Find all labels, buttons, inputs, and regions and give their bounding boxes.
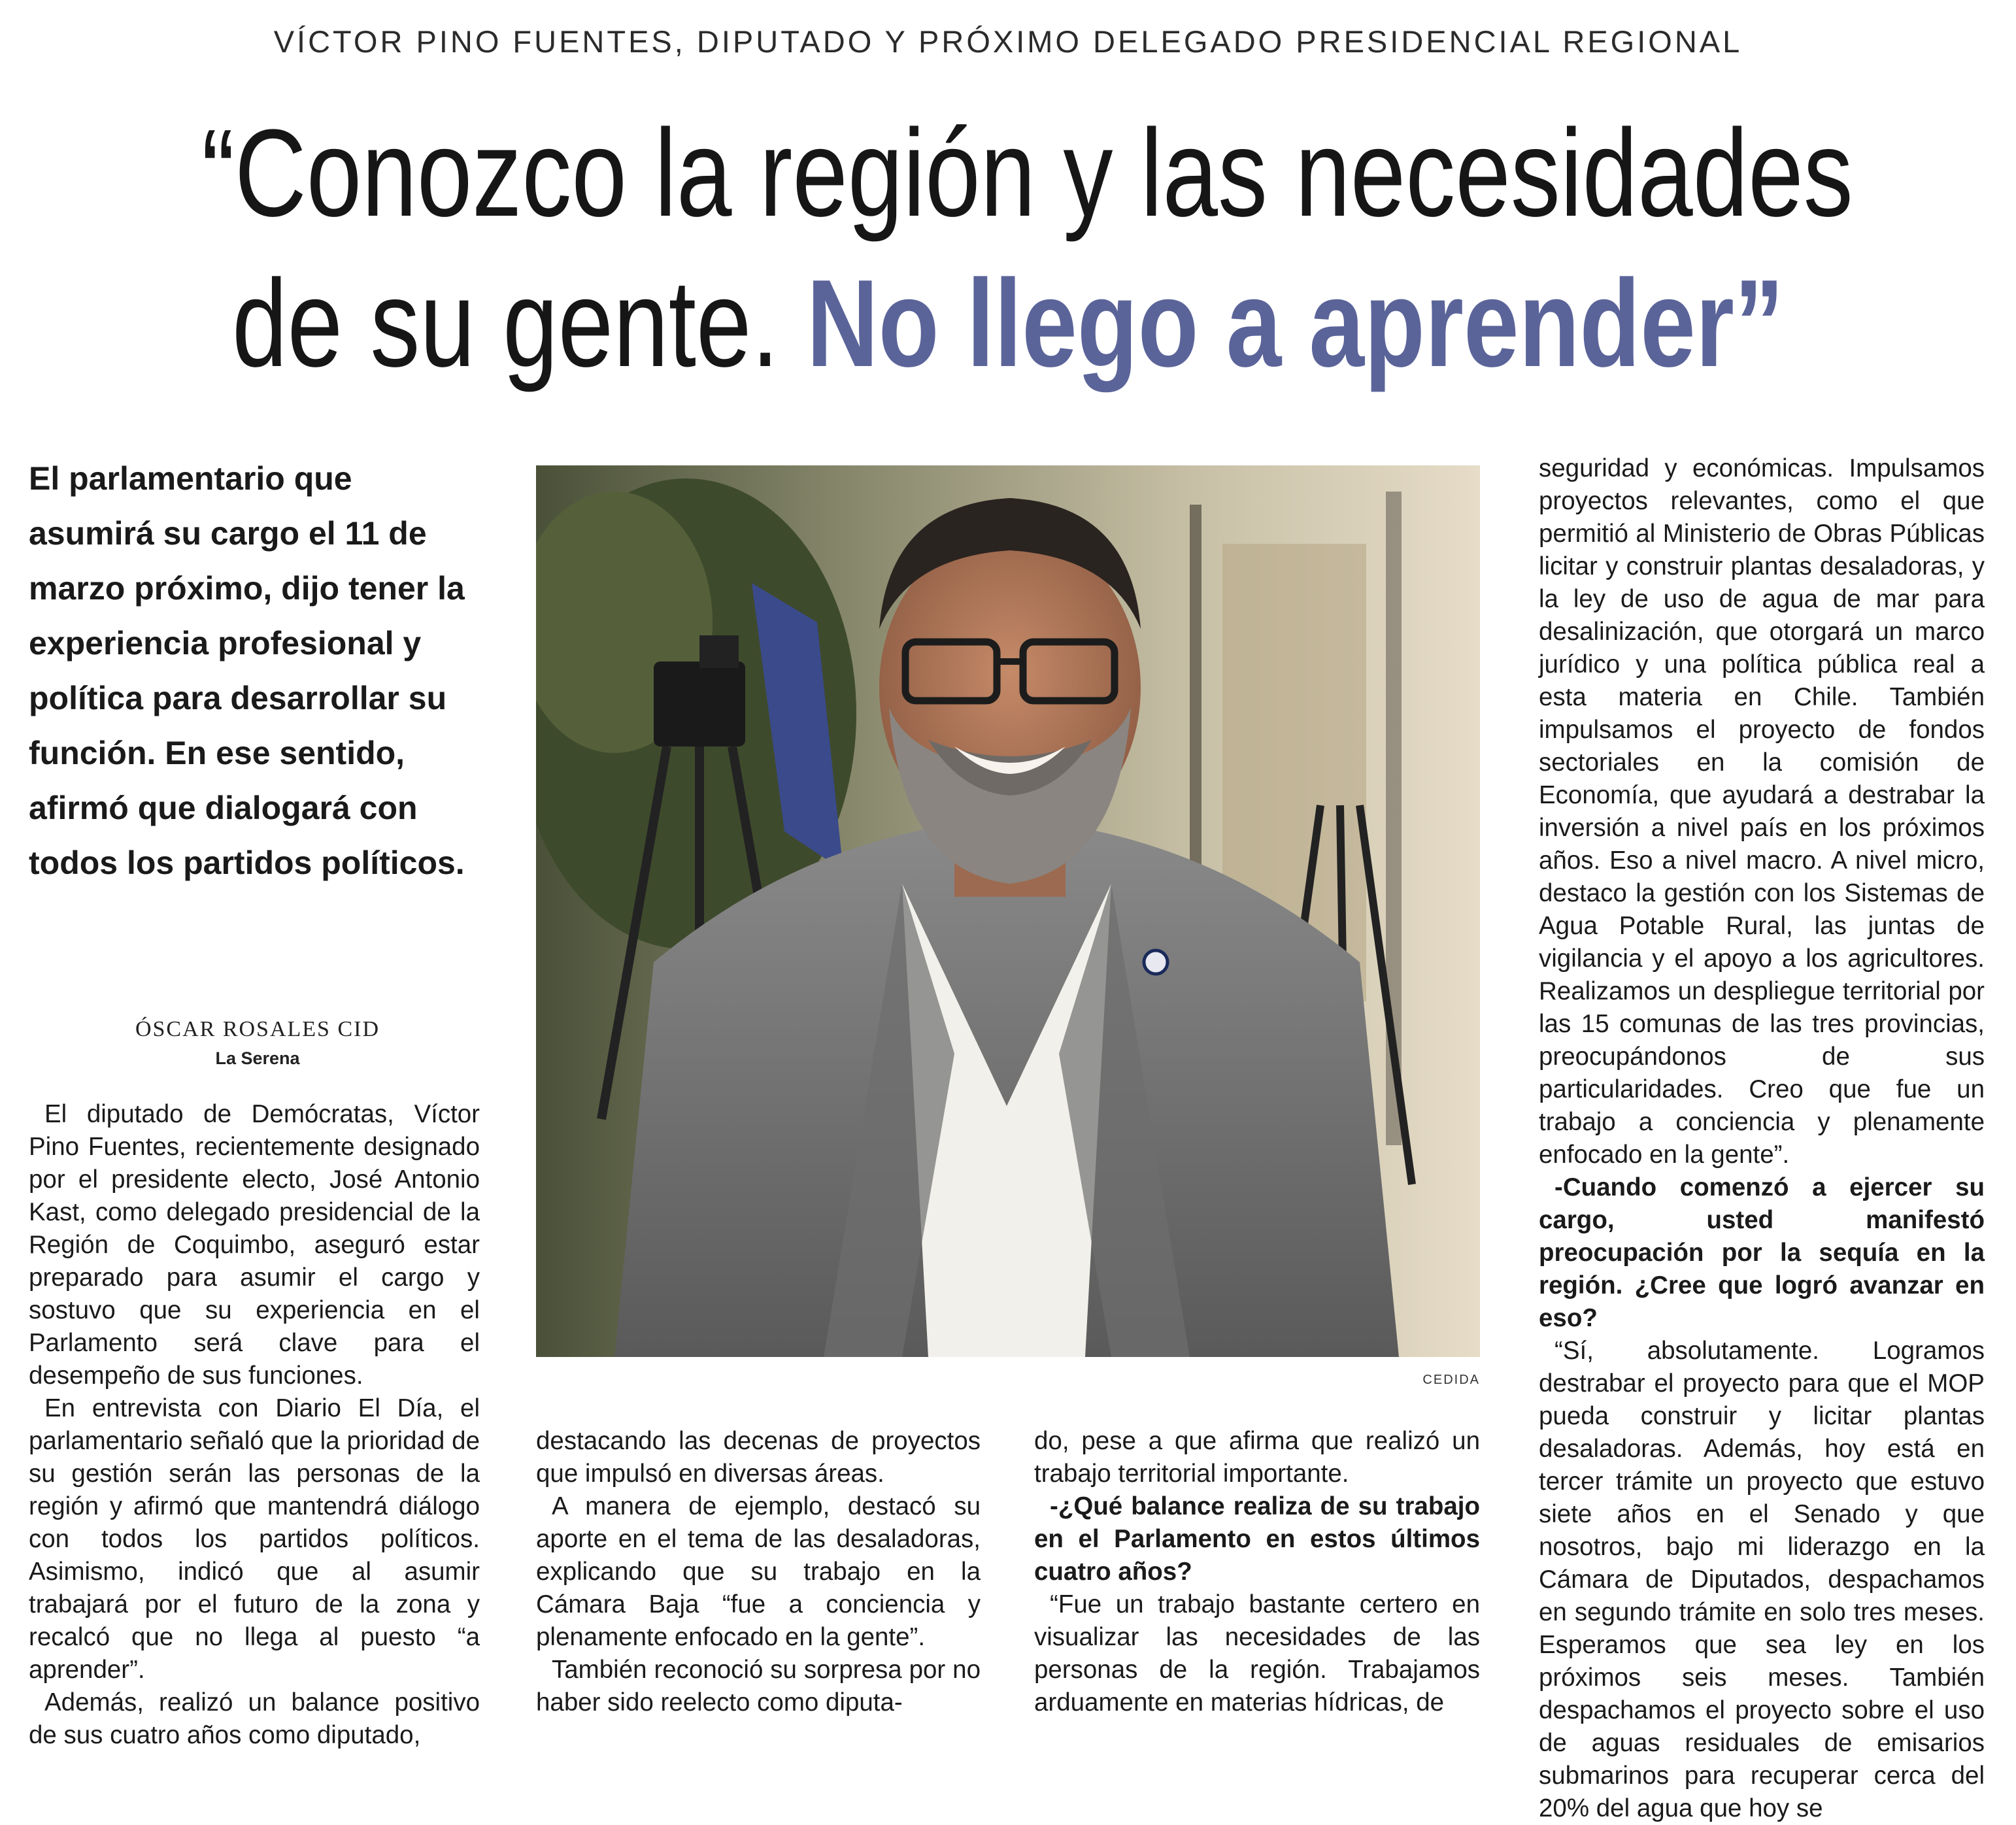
article-column-2	[536, 1425, 981, 1719]
byline-place: La Serena	[215, 1048, 300, 1068]
kicker: VÍCTOR PINO FUENTES, DIPUTADO Y PRÓXIMO DELEGADO PRESIDENCIAL REGIONAL	[273, 24, 1743, 59]
portrait-photo	[536, 465, 1480, 1357]
article-column-3	[1034, 1425, 1480, 1719]
paragraph: A manera de ejemplo, destacó su aporte en el tema de las desaladoras, explicando que su trabajo en la Cámara Baja “fue a conciencia y plenamente enfocado en la gente”.	[536, 1492, 981, 1651]
article-column-1	[29, 1098, 480, 1752]
byline	[29, 1017, 486, 1069]
headline-plain: de su gente.	[232, 254, 779, 393]
headline-line-1: “Conozco la región y las necesidades	[201, 104, 1853, 243]
headline-accent: No llego a aprender”	[806, 254, 1784, 393]
lead-paragraph: El parlamentario que asumirá su cargo el 11 de marzo próximo, dijo tener la experiencia profesional y política para desarrollar su función. En ese sentido, afirmó que dialogará con todos los partidos políticos.	[29, 460, 465, 881]
headline-line-2	[201, 248, 1814, 399]
paragraph: El diputado de Demócratas, Víctor Pino Fuentes, recientemente designado por el presidente electo, José Antonio Kast, como delegado presidencial de la Región de Coquimbo, aseguró estar preparado para asumir el cargo y sostuvo que su experiencia en el Parlamento será clave para el desempeño de sus funciones.	[29, 1100, 480, 1390]
paragraph: “Sí, absolutamente. Logramos destrabar el proyecto para que el MOP pueda construir y licitar plantas desaladoras. Además, hoy está en tercer trámite un proyecto que estuvo siete años en el Senado y que nosotros, bajo mi liderazgo en la Cámara de Diputados, despachamos en segundo trámite en solo tres meses. Esperamos que sea ley en los próximos seis meses. También despachamos el proyecto sobre el uso de aguas residuales de emisarios submarinos para recuperar cerca del 20% del agua que hoy se	[1539, 1337, 1985, 1822]
paragraph: En entrevista con Diario El Día, el parlamentario señaló que la prioridad de su gestión serán las personas de la región y afirmó que mantendrá diálogo con todos los partidos políticos. Asimismo, indicó que al asumir trabajará por el futuro de la zona y recalcó que no llega al puesto “a aprender”.	[29, 1394, 480, 1684]
interview-question: -Cuando comenzó a ejercer su cargo, usted manifestó preocupación por la sequía en la región. ¿Cree que logró avanzar en eso?	[1539, 1173, 1985, 1332]
interview-question: -¿Qué balance realiza de su trabajo en el Parlamento en estos últimos cuatro años?	[1034, 1492, 1480, 1586]
byline-author: ÓSCAR ROSALES CID	[135, 1017, 380, 1041]
paragraph: seguridad y económicas. Impulsamos proyectos relevantes, como el que permitió al Ministerio de Obras Públicas licitar y construir plantas desaladoras, y la ley de uso de agua de mar para desalinización, que otorgará un marco jurídico y una política pública real a esta materia en Chile. También impulsamos el proyecto de fondos sectoriales en la comisión de Economía, que ayudará a destrabar la inversión a nivel país en los próximos años. Eso a nivel macro. A nivel micro, destaco la gestión con los Sistemas de Agua Potable Rural, las juntas de vigilancia y el apoyo a los agricultores. Realizamos un despliegue territorial por las 15 comunas de las tres provincias, preocupándonos de sus particularidades. Creo que fue un trabajo a conciencia y plenamente enfocado en la gente”.	[1539, 454, 1985, 1169]
paragraph: “Fue un trabajo bastante certero en visualizar las necesidades de las personas de la región. Trabajamos arduamente en materias hídricas, de	[1034, 1590, 1480, 1716]
paragraph: También reconoció su sorpresa por no haber sido reelecto como diputa-	[536, 1656, 981, 1716]
paragraph: do, pese a que afirma que realizó un trabajo territorial importante.	[1034, 1427, 1480, 1488]
paragraph: Además, realizó un balance positivo de sus cuatro años como diputado,	[29, 1688, 480, 1749]
photo-credit: CEDIDA	[1422, 1373, 1480, 1387]
article-column-4	[1539, 452, 1985, 1825]
paragraph: destacando las decenas de proyectos que impulsó en diversas áreas.	[536, 1427, 981, 1488]
